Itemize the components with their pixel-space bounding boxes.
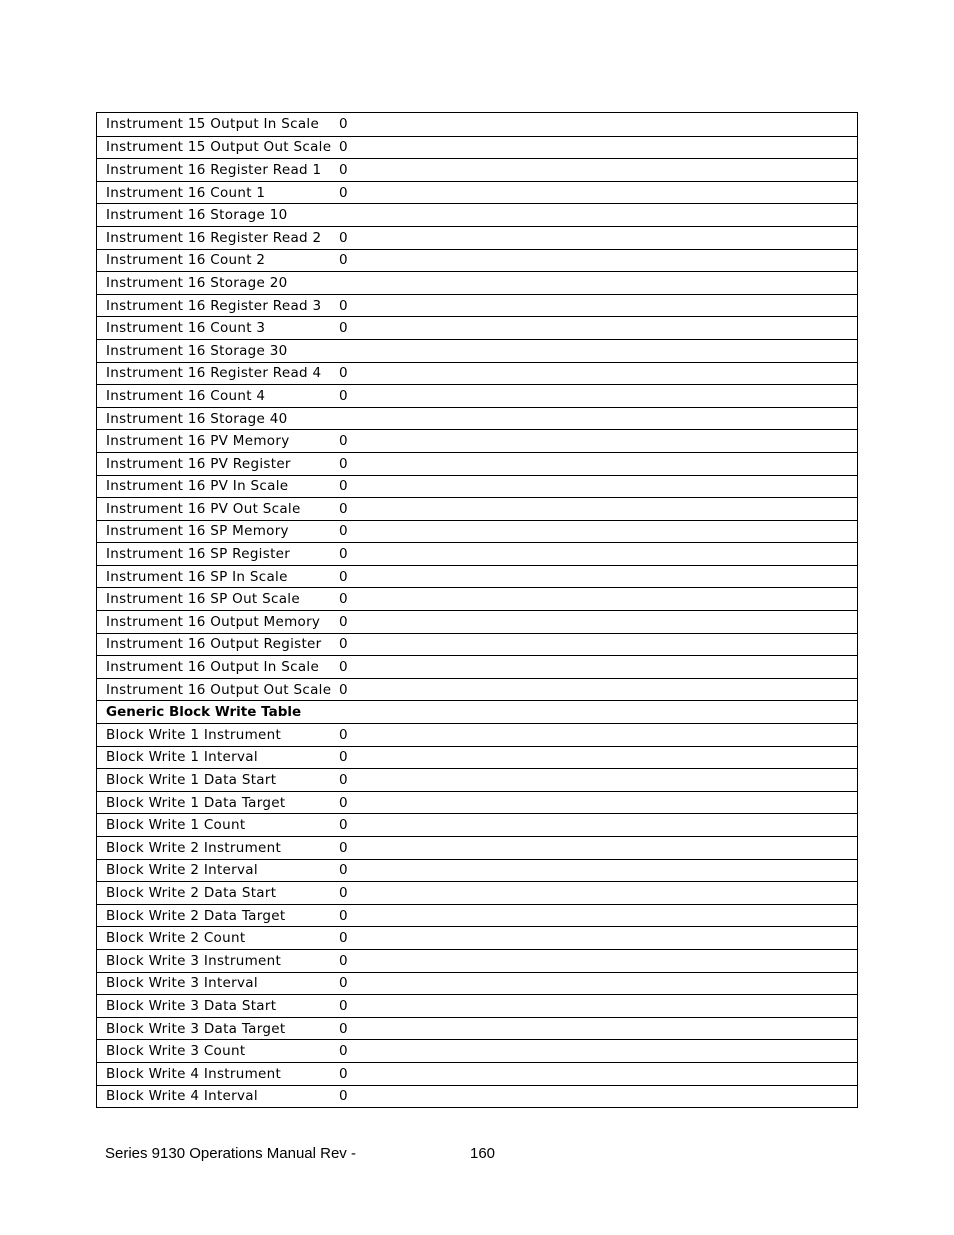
parameter-label: Instrument 16 Storage 10 bbox=[106, 207, 288, 224]
parameter-value: 0 bbox=[339, 681, 348, 698]
parameter-value: 0 bbox=[339, 546, 348, 563]
table-row bbox=[97, 203, 857, 226]
parameter-value: 0 bbox=[339, 252, 348, 269]
parameter-label: Instrument 15 Output Out Scale bbox=[106, 139, 332, 156]
parameter-value: 0 bbox=[339, 365, 348, 382]
table-row bbox=[97, 1039, 857, 1062]
parameter-value: 0 bbox=[339, 726, 348, 743]
parameter-value: 0 bbox=[339, 862, 348, 879]
parameter-label: Block Write 3 Data Target bbox=[106, 1020, 286, 1037]
table-row bbox=[97, 497, 857, 520]
table-row bbox=[97, 949, 857, 972]
parameter-label: Instrument 16 Count 2 bbox=[106, 252, 266, 269]
parameter-value: 0 bbox=[339, 523, 348, 540]
parameter-value: 0 bbox=[339, 749, 348, 766]
table-row bbox=[97, 565, 857, 588]
parameter-label: Instrument 16 PV Memory bbox=[106, 433, 290, 450]
table-row bbox=[97, 633, 857, 656]
parameter-label: Instrument 16 Storage 30 bbox=[106, 342, 288, 359]
parameter-label: Instrument 16 Register Read 1 bbox=[106, 161, 322, 178]
parameter-value: 0 bbox=[339, 975, 348, 992]
parameter-label: Block Write 2 Interval bbox=[106, 862, 258, 879]
parameter-label: Block Write 3 Data Start bbox=[106, 997, 277, 1014]
parameter-value: 0 bbox=[339, 568, 348, 585]
parameter-value: 0 bbox=[339, 433, 348, 450]
parameter-label: Instrument 16 Register Read 3 bbox=[106, 297, 322, 314]
parameter-label: Block Write 1 Data Target bbox=[106, 794, 286, 811]
parameter-label: Instrument 16 Storage 40 bbox=[106, 410, 288, 427]
parameter-value: 0 bbox=[339, 478, 348, 495]
parameter-label: Block Write 4 Interval bbox=[106, 1088, 258, 1105]
parameter-label: Instrument 16 Storage 20 bbox=[106, 274, 288, 291]
parameter-value: 0 bbox=[339, 297, 348, 314]
parameter-label: Block Write 2 Count bbox=[106, 930, 246, 947]
table-row bbox=[97, 678, 857, 701]
parameter-value: 0 bbox=[339, 387, 348, 404]
parameter-label: Block Write 1 Count bbox=[106, 817, 246, 834]
parameter-value: 0 bbox=[339, 1043, 348, 1060]
parameter-label: Instrument 16 Output Out Scale bbox=[106, 681, 332, 698]
parameter-label: Instrument 16 SP Memory bbox=[106, 523, 289, 540]
parameter-label: Instrument 16 PV Out Scale bbox=[106, 500, 301, 517]
table-row bbox=[97, 994, 857, 1017]
parameter-value: 0 bbox=[339, 591, 348, 608]
parameter-label: Instrument 16 Output Memory bbox=[106, 613, 321, 630]
parameter-label: Block Write 3 Interval bbox=[106, 975, 258, 992]
table-row bbox=[97, 791, 857, 814]
table-row bbox=[97, 587, 857, 610]
table-row bbox=[97, 271, 857, 294]
parameter-value: 0 bbox=[339, 455, 348, 472]
table-row bbox=[97, 836, 857, 859]
parameter-value: 0 bbox=[339, 659, 348, 676]
parameter-value: 0 bbox=[339, 500, 348, 517]
parameter-label: Instrument 16 SP Register bbox=[106, 546, 291, 563]
parameter-value: 0 bbox=[339, 772, 348, 789]
parameter-label: Instrument 16 PV In Scale bbox=[106, 478, 289, 495]
table-row bbox=[97, 723, 857, 746]
parameter-label: Block Write 3 Count bbox=[106, 1043, 246, 1060]
parameter-value: 0 bbox=[339, 930, 348, 947]
footer-manual-title: Series 9130 Operations Manual Rev - bbox=[105, 1145, 356, 1162]
table-row bbox=[97, 158, 857, 181]
table-row bbox=[97, 904, 857, 927]
table-row bbox=[97, 1062, 857, 1085]
table-row bbox=[97, 407, 857, 430]
parameter-label: Instrument 16 Count 1 bbox=[106, 184, 266, 201]
parameter-label: Instrument 16 SP In Scale bbox=[106, 568, 288, 585]
parameter-label: Block Write 3 Instrument bbox=[106, 952, 282, 969]
parameter-value: 0 bbox=[339, 884, 348, 901]
parameter-label: Instrument 16 Count 4 bbox=[106, 387, 266, 404]
table-row bbox=[97, 249, 857, 272]
parameter-value: 0 bbox=[339, 1088, 348, 1105]
parameter-label: Instrument 16 Register Read 2 bbox=[106, 229, 322, 246]
parameter-value: 0 bbox=[339, 636, 348, 653]
table-row bbox=[97, 339, 857, 362]
parameter-label: Block Write 1 Instrument bbox=[106, 726, 282, 743]
table-row bbox=[97, 926, 857, 949]
table-row bbox=[97, 859, 857, 882]
parameter-label: Block Write 2 Instrument bbox=[106, 839, 282, 856]
parameter-value: 0 bbox=[339, 1020, 348, 1037]
parameter-value: 0 bbox=[339, 116, 348, 133]
parameter-label: Instrument 16 PV Register bbox=[106, 455, 291, 472]
table-row bbox=[97, 972, 857, 995]
page-number: 160 bbox=[470, 1145, 496, 1162]
section-header-row bbox=[97, 700, 857, 723]
parameter-label: Block Write 1 Data Start bbox=[106, 772, 277, 789]
table-row bbox=[97, 384, 857, 407]
parameter-label: Instrument 15 Output In Scale bbox=[106, 116, 320, 133]
parameter-value: 0 bbox=[339, 839, 348, 856]
table-row bbox=[97, 768, 857, 791]
parameter-label: Block Write 4 Instrument bbox=[106, 1065, 282, 1082]
table-row bbox=[97, 136, 857, 159]
parameter-label: Block Write 1 Interval bbox=[106, 749, 258, 766]
parameter-value: 0 bbox=[339, 817, 348, 834]
parameter-value: 0 bbox=[339, 907, 348, 924]
table-row bbox=[97, 452, 857, 475]
parameter-value: 0 bbox=[339, 613, 348, 630]
table-row bbox=[97, 294, 857, 317]
table-row bbox=[97, 429, 857, 452]
table-row bbox=[97, 316, 857, 339]
table-row bbox=[97, 113, 857, 136]
table-row bbox=[97, 1017, 857, 1040]
parameter-label: Instrument 16 Output In Scale bbox=[106, 659, 320, 676]
parameter-label: Block Write 2 Data Start bbox=[106, 884, 277, 901]
table-row bbox=[97, 226, 857, 249]
parameter-label: Instrument 16 Output Register bbox=[106, 636, 322, 653]
parameter-value: 0 bbox=[339, 997, 348, 1014]
parameter-value: 0 bbox=[339, 184, 348, 201]
section-header-label: Generic Block Write Table bbox=[106, 704, 302, 721]
parameter-table bbox=[96, 112, 858, 1108]
table-row bbox=[97, 1085, 857, 1108]
parameter-label: Instrument 16 Register Read 4 bbox=[106, 365, 322, 382]
parameter-label: Block Write 2 Data Target bbox=[106, 907, 286, 924]
parameter-value: 0 bbox=[339, 952, 348, 969]
parameter-value: 0 bbox=[339, 161, 348, 178]
table-row bbox=[97, 610, 857, 633]
parameter-label: Instrument 16 SP Out Scale bbox=[106, 591, 300, 608]
parameter-value: 0 bbox=[339, 1065, 348, 1082]
parameter-label: Instrument 16 Count 3 bbox=[106, 320, 266, 337]
table-row bbox=[97, 813, 857, 836]
table-row bbox=[97, 881, 857, 904]
parameter-value: 0 bbox=[339, 229, 348, 246]
table-row bbox=[97, 181, 857, 204]
table-row bbox=[97, 746, 857, 769]
parameter-value: 0 bbox=[339, 139, 348, 156]
parameter-value: 0 bbox=[339, 320, 348, 337]
parameter-value: 0 bbox=[339, 794, 348, 811]
table-row bbox=[97, 655, 857, 678]
table-row bbox=[97, 475, 857, 498]
table-row bbox=[97, 362, 857, 385]
table-row bbox=[97, 542, 857, 565]
table-row bbox=[97, 520, 857, 543]
